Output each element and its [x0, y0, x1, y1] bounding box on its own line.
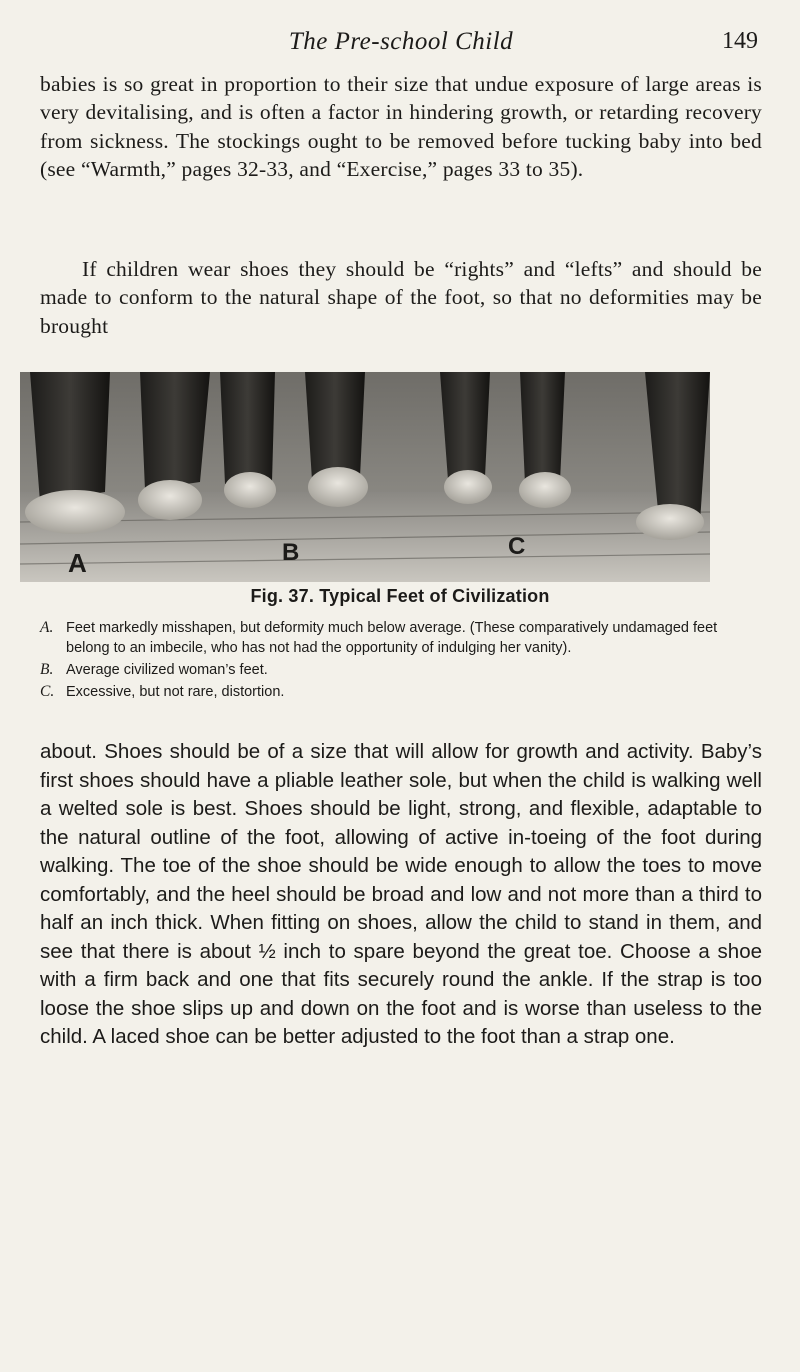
feet-photo-illustration — [20, 372, 710, 582]
figure-label-a: A — [68, 548, 87, 578]
running-head — [40, 22, 762, 62]
legend-item-a — [40, 618, 760, 658]
body-paragraph-1: babies is so great in proportion to their size that undue exposure of large areas is very devitalising, and is often a factor in hindering growth, or retarding recovery from sickness. The stockings ought to be removed before tucking baby into bed (see “Warmth,” pages 32-33, and “Exercise,” pages 33 to 35). — [40, 72, 762, 182]
page-number: 149 — [722, 28, 758, 54]
legend-item-c — [40, 682, 760, 702]
figure-legend — [40, 618, 760, 704]
legend-text: Average civilized woman’s feet. — [66, 662, 268, 678]
figure-caption: Fig. 37. Typical Feet of Civilization — [250, 586, 550, 606]
legend-item-b — [40, 660, 760, 680]
legend-key: A. — [40, 619, 54, 636]
legend-key: B. — [40, 661, 54, 678]
legend-text: Excessive, but not rare, distortion. — [66, 684, 285, 700]
legend-text: Feet markedly misshapen, but deformity much below average. (These comparatively undamaged feet belong to an imbecile, who has not had the opportunity of indulging her vanity). — [66, 620, 718, 656]
legend-key: C. — [40, 683, 55, 700]
figure-label-b: B — [282, 539, 300, 566]
figure-label-c: C — [508, 533, 526, 560]
running-title: The Pre-school Child — [288, 28, 514, 55]
body-paragraph-2: If children wear shoes they should be “rights” and “lefts” and should be made to conform to the natural shape of the foot, so that no deformities may be brought — [40, 257, 762, 338]
body-paragraph-3: about. Shoes should be of a size that will allow for growth and activity. Baby’s first shoes should have a pliable leather sole, but when the child is walking well a welted sole is best. Shoes should be light, strong, and flexible, adaptable to the natural outline of the foot, allowing of active in-toeing of the foot during walking. The toe of the shoe should be wide enough to allow the toes to move comfortably, and the heel should be broad and low and not more than a third to half an inch thick. When fitting on shoes, allow the child to stand in them, and see that there is about ½ inch to spare beyond the great toe. Choose a shoe with a firm back and one that fits securely round the ankle. If the strap is too loose the shoe slips up and down on the foot and is worse than useless to the child. A laced shoe can be better adjusted to the foot than a strap one. — [40, 740, 762, 1048]
feet-photograph — [20, 372, 710, 582]
